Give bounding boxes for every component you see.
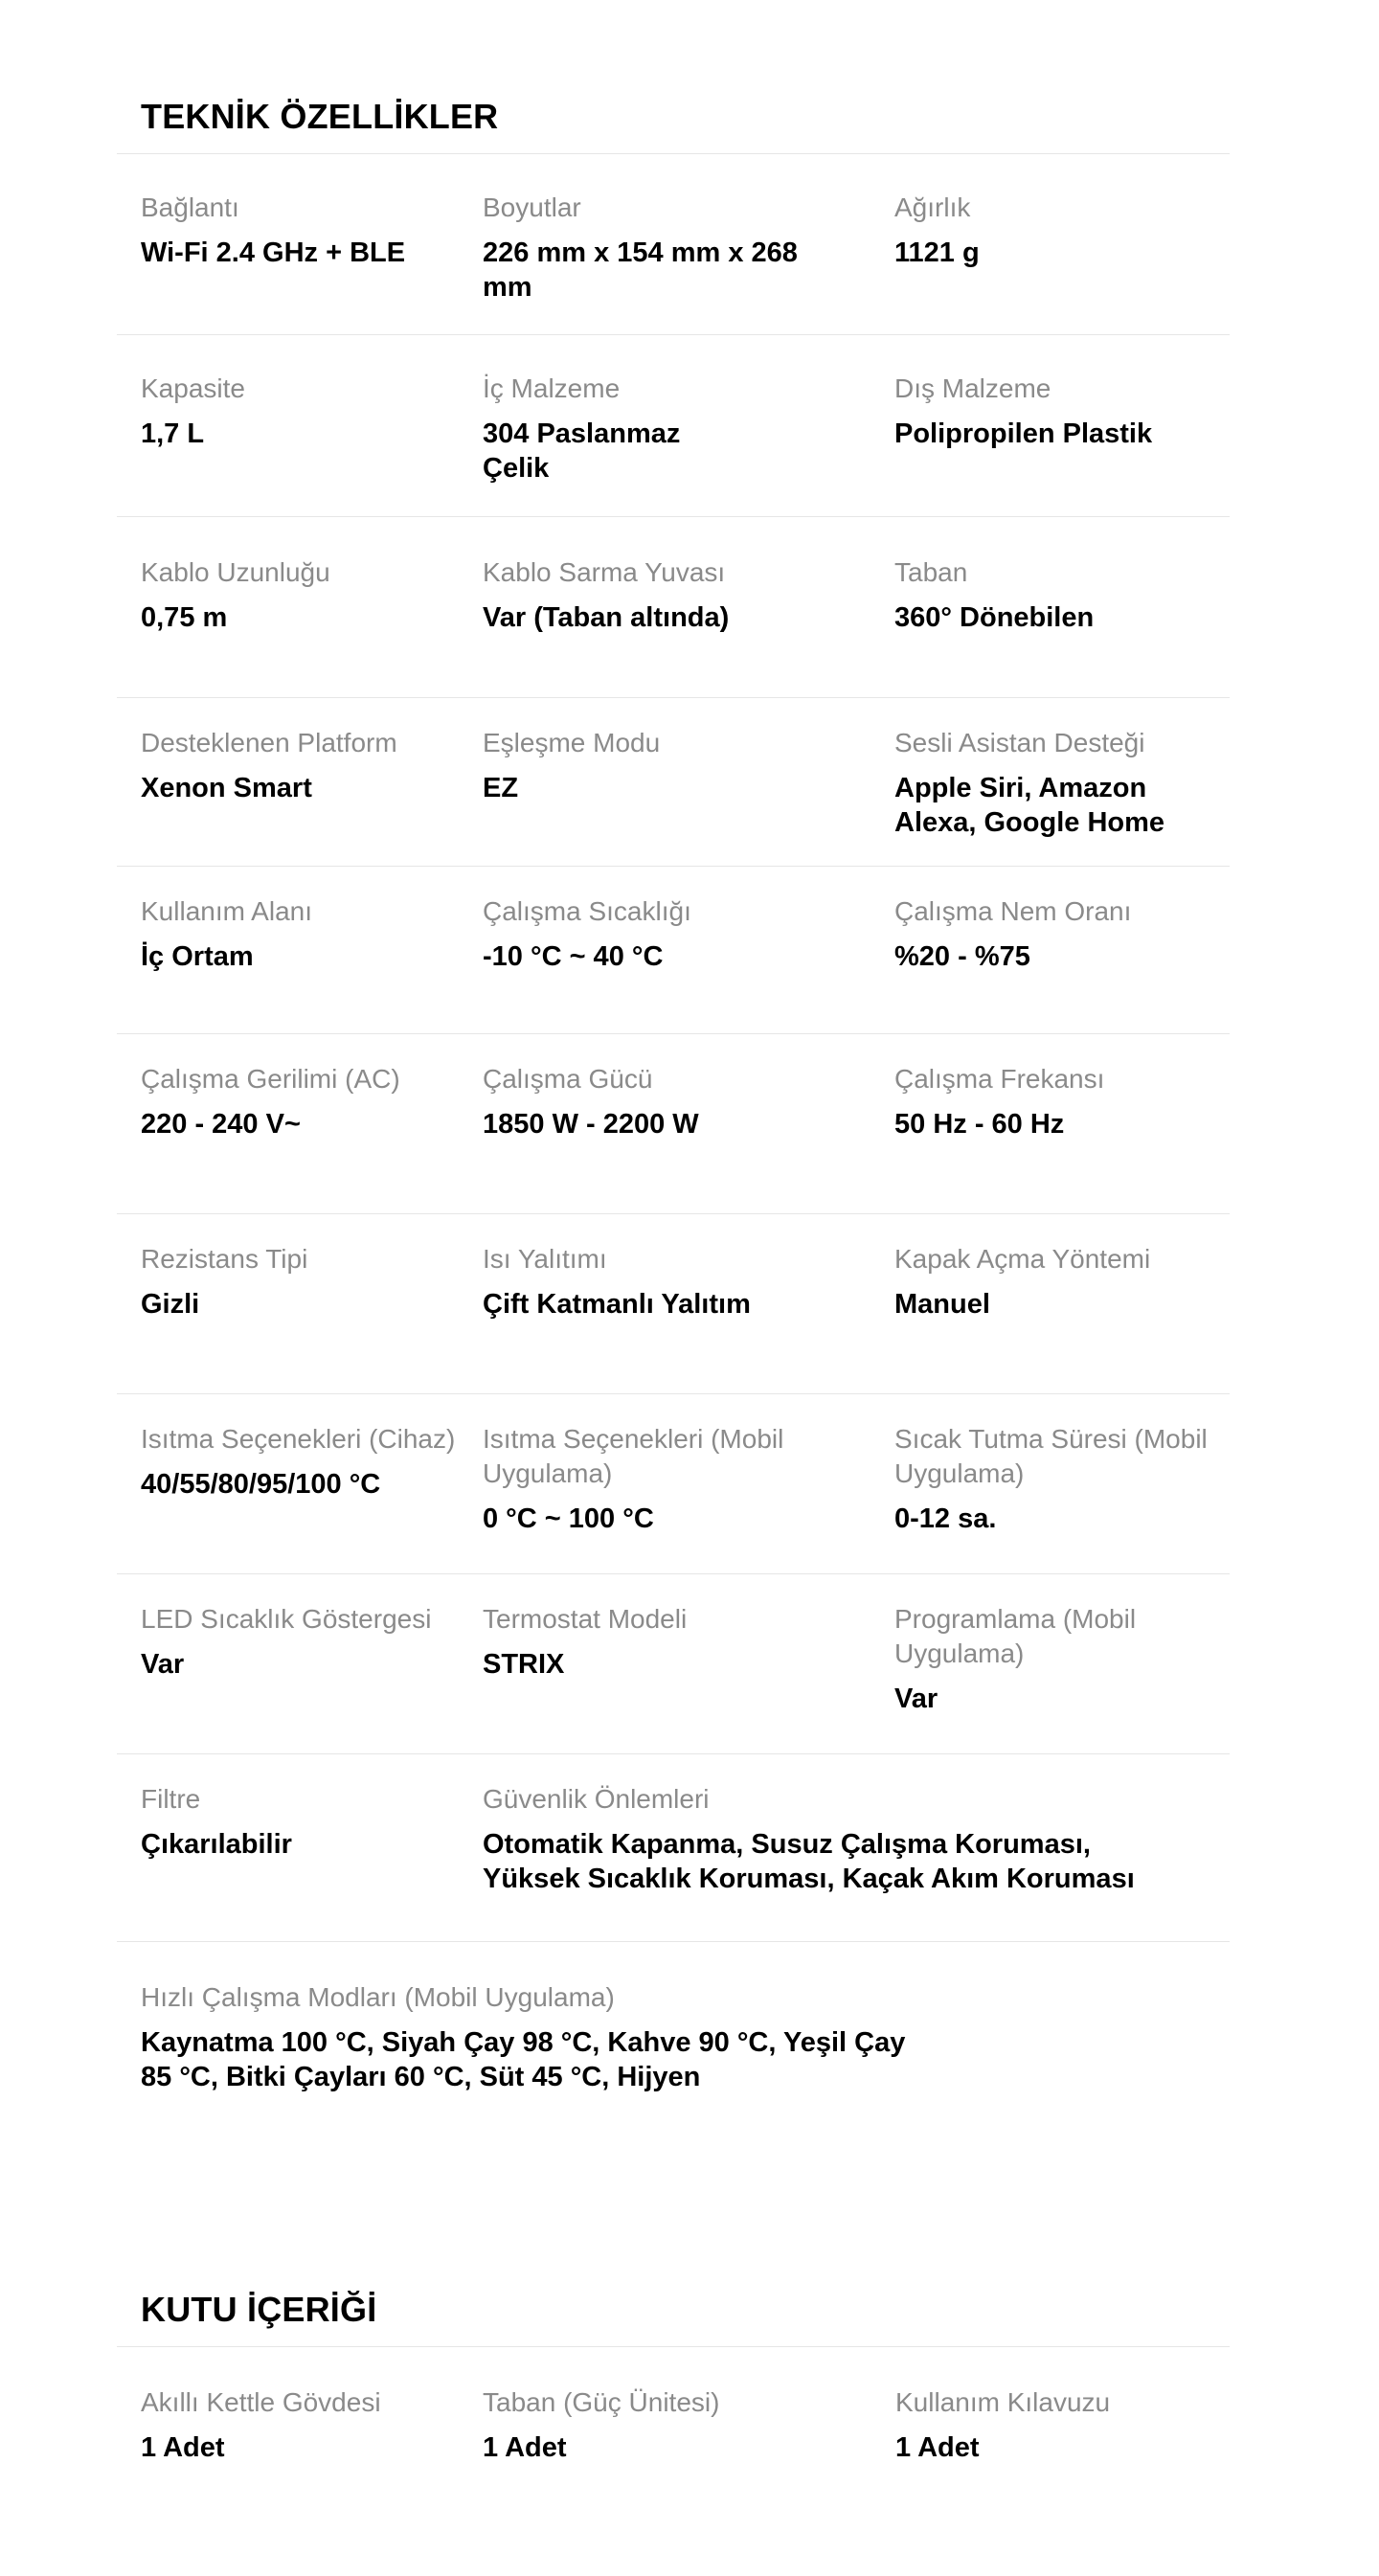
spec-label: Rezistans Tipi xyxy=(141,1244,308,1274)
box-item-label: Akıllı Kettle Gövdesi xyxy=(141,2387,381,2417)
box-item-base-unit xyxy=(459,2385,871,2491)
spec-label: Kapak Açma Yöntemi xyxy=(894,1244,1151,1274)
spec-value: Çıkarılabilir xyxy=(141,1829,292,1860)
spec-label: Kullanım Alanı xyxy=(141,896,312,926)
tech-specs-section xyxy=(117,96,1230,2095)
spec-value: Var (Taban altında) xyxy=(483,602,730,633)
spec-item-dimensions xyxy=(459,191,870,334)
spec-item-humidity xyxy=(870,894,1230,1033)
spec-value: 0,75 m xyxy=(141,602,228,633)
spec-item-connection xyxy=(117,191,459,334)
spec-row xyxy=(117,1942,1230,2095)
spec-value: EZ xyxy=(483,773,519,803)
spec-label: Kapasite xyxy=(141,373,245,403)
spec-value: Gizli xyxy=(141,1289,200,1320)
spec-item-thermostat xyxy=(459,1602,870,1753)
spec-item-power xyxy=(459,1062,870,1213)
spec-label: Sesli Asistan Desteği xyxy=(894,728,1145,757)
spec-row xyxy=(117,1754,1230,1942)
spec-value: Wi-Fi 2.4 GHz + BLE xyxy=(141,237,406,268)
spec-item-lid-opening xyxy=(870,1242,1230,1393)
spec-value: Var xyxy=(894,1683,938,1714)
spec-label: Isıtma Seçenekleri (Mobil Uygulama) xyxy=(483,1424,784,1488)
spec-item-led-indicator xyxy=(117,1602,459,1753)
spec-value: Var xyxy=(141,1649,185,1680)
spec-item-pairing-mode xyxy=(459,726,870,866)
spec-label: Hızlı Çalışma Modları (Mobil Uygulama) xyxy=(141,1982,615,2012)
spec-value: İç Ortam xyxy=(141,941,254,972)
spec-value: 40/55/80/95/100 °C xyxy=(141,1469,381,1500)
spec-value: 0-12 sa. xyxy=(894,1503,997,1534)
box-item-user-manual xyxy=(871,2385,1230,2491)
spec-row xyxy=(117,1214,1230,1394)
spec-value: Manuel xyxy=(894,1289,990,1320)
spec-label: Sıcak Tutma Süresi (Mobil Uygulama) xyxy=(894,1424,1208,1488)
spec-label: Çalışma Nem Oranı xyxy=(894,896,1132,926)
spec-item-heating-app xyxy=(459,1422,870,1573)
spec-label: Bağlantı xyxy=(141,192,239,222)
spec-item-cable-length xyxy=(117,555,459,697)
spec-label: Güvenlik Önlemleri xyxy=(483,1784,710,1814)
spec-item-platform xyxy=(117,726,459,866)
spec-label: Kablo Uzunluğu xyxy=(141,557,330,587)
spec-row xyxy=(117,698,1230,867)
spec-value: 220 - 240 V~ xyxy=(141,1109,301,1140)
spec-label: Çalışma Sıcaklığı xyxy=(483,896,691,926)
box-item-value: 1 Adet xyxy=(483,2432,567,2463)
spec-value: Kaynatma 100 °C, Siyah Çay 98 °C, Kahve 90 °C, Yeşil Çay 85 °C, Bitki Çayları 60 °C, Süt 45 °C, Hijyen xyxy=(141,2027,906,2092)
spec-label: Kablo Sarma Yuvası xyxy=(483,557,726,587)
spec-item-inner-material xyxy=(459,372,870,516)
spec-value: 0 °C ~ 100 °C xyxy=(483,1503,654,1534)
spec-label: Filtre xyxy=(141,1784,201,1814)
spec-row xyxy=(117,1034,1230,1214)
box-item-label: Kullanım Kılavuzu xyxy=(895,2387,1111,2417)
spec-row xyxy=(117,517,1230,698)
spec-item-heater-type xyxy=(117,1242,459,1393)
spec-item-usage-area xyxy=(117,894,459,1033)
spec-value: Polipropilen Plastik xyxy=(894,418,1153,449)
spec-item-filter xyxy=(117,1782,459,1941)
spec-label: Isı Yalıtımı xyxy=(483,1244,607,1274)
spec-label: Çalışma Frekansı xyxy=(894,1064,1105,1094)
spec-value: -10 °C ~ 40 °C xyxy=(483,941,664,972)
spec-item-insulation xyxy=(459,1242,870,1393)
spec-item-base xyxy=(870,555,1230,697)
spec-item-cable-storage xyxy=(459,555,870,697)
spec-item-voice-assistant xyxy=(870,726,1230,866)
spec-value: 1850 W - 2200 W xyxy=(483,1109,699,1140)
spec-item-programming xyxy=(870,1602,1230,1753)
spec-label: Termostat Modeli xyxy=(483,1604,688,1634)
spec-item-frequency xyxy=(870,1062,1230,1213)
spec-value: Apple Siri, Amazon Alexa, Google Home xyxy=(894,773,1165,838)
spec-item-voltage xyxy=(117,1062,459,1213)
box-row xyxy=(117,2347,1230,2491)
spec-value: Xenon Smart xyxy=(141,773,312,803)
spec-label: Çalışma Gerilimi (AC) xyxy=(141,1064,400,1094)
spec-row xyxy=(117,1574,1230,1754)
spec-row xyxy=(117,1394,1230,1574)
spec-item-capacity xyxy=(117,372,459,516)
spec-label: Ağırlık xyxy=(894,192,971,222)
spec-item-quick-modes xyxy=(117,1980,1230,2095)
box-contents-title: KUTU İÇERİĞİ xyxy=(141,2290,377,2329)
spec-value: 226 mm x 154 mm x 268 mm xyxy=(483,237,798,303)
spec-label: Dış Malzeme xyxy=(894,373,1051,403)
spec-row xyxy=(117,335,1230,517)
spec-value: 360° Dönebilen xyxy=(894,602,1095,633)
spec-item-outer-material xyxy=(870,372,1230,516)
spec-value: 1,7 L xyxy=(141,418,205,449)
spec-label: İç Malzeme xyxy=(483,373,621,403)
box-item-value: 1 Adet xyxy=(895,2432,980,2463)
spec-value: 50 Hz - 60 Hz xyxy=(894,1109,1065,1140)
box-item-label: Taban (Güç Ünitesi) xyxy=(483,2387,720,2417)
spec-value: Otomatik Kapanma, Susuz Çalışma Koruması, Yüksek Sıcaklık Koruması, Kaçak Akım Koruması xyxy=(483,1829,1135,1894)
spec-label: Eşleşme Modu xyxy=(483,728,661,757)
spec-label: LED Sıcaklık Göstergesi xyxy=(141,1604,432,1634)
spec-value: 1121 g xyxy=(894,237,980,268)
tech-specs-title: TEKNİK ÖZELLİKLER xyxy=(141,97,499,136)
spec-value: STRIX xyxy=(483,1649,565,1680)
spec-label: Desteklenen Platform xyxy=(141,728,397,757)
spec-item-safety xyxy=(459,1782,1230,1941)
spec-value: 304 Paslanmaz Çelik xyxy=(483,418,681,484)
spec-label: Isıtma Seçenekleri (Cihaz) xyxy=(141,1424,456,1454)
box-contents-section xyxy=(117,2289,1230,2491)
box-item-kettle-body xyxy=(117,2385,459,2491)
spec-value: %20 - %75 xyxy=(894,941,1030,972)
box-item-value: 1 Adet xyxy=(141,2432,225,2463)
spec-label: Programlama (Mobil Uygulama) xyxy=(894,1604,1137,1668)
spec-label: Boyutlar xyxy=(483,192,581,222)
spec-row xyxy=(117,867,1230,1034)
spec-label: Çalışma Gücü xyxy=(483,1064,653,1094)
spec-row xyxy=(117,154,1230,335)
spec-item-weight xyxy=(870,191,1230,334)
spec-item-keep-warm xyxy=(870,1422,1230,1573)
spec-label: Taban xyxy=(894,557,968,587)
spec-item-operating-temp xyxy=(459,894,870,1033)
spec-value: Çift Katmanlı Yalıtım xyxy=(483,1289,751,1320)
spec-item-heating-device xyxy=(117,1422,459,1573)
